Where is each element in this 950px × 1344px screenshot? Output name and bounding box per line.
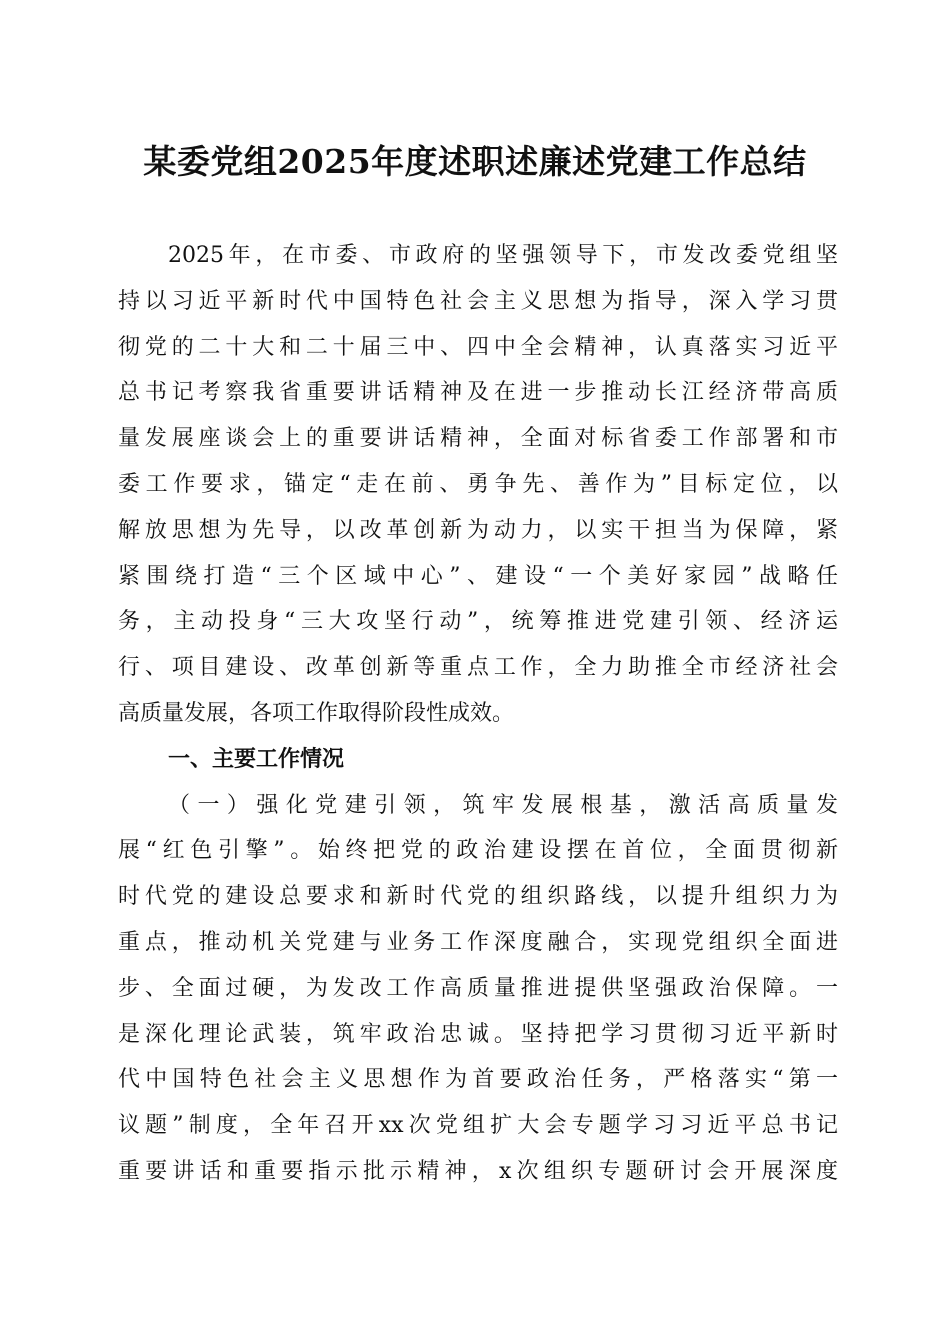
document-body xyxy=(118,233,838,1195)
paragraph-line: 2025年，在市委、市政府的坚强领导下，市发改委党组坚 xyxy=(168,243,838,268)
paragraph-line: 紧围绕打造“三个区域中心”、建设“一个美好家园”战略任 xyxy=(118,563,838,589)
paragraph-line: 委工作要求，锚定“走在前、勇争先、善作为”目标定位，以 xyxy=(118,471,838,497)
paragraph-line: （一）强化党建引领，筑牢发展根基，激活高质量发 xyxy=(168,792,838,818)
paragraph-line: 持以习近平新时代中国特色社会主义思想为指导，深入学习贯 xyxy=(118,288,838,314)
paragraph-line: 步、全面过硬，为发改工作高质量推进提供坚强政治保障。一 xyxy=(118,975,838,1001)
paragraph-line: 时代党的建设总要求和新时代党的组织路线，以提升组织力为 xyxy=(118,884,838,910)
paragraph-line: 彻党的二十大和二十届三中、四中全会精神，认真落实习近平 xyxy=(118,334,838,360)
paragraph-line: 议题”制度，全年召开xx次党组扩大会专题学习习近平总书记 xyxy=(118,1113,838,1139)
paragraph-line: 务，主动投身“三大攻坚行动”，统筹推进党建引领、经济运 xyxy=(118,609,838,635)
section-heading: 一、主要工作情况 xyxy=(168,746,345,772)
paragraph-line: 代中国特色社会主义思想作为首要政治任务，严格落实“第一 xyxy=(118,1067,838,1093)
paragraph-line: 高质量发展，各项工作取得阶段性成效。 xyxy=(118,700,515,726)
paragraph-line: 解放思想为先导，以改革创新为动力，以实干担当为保障，紧 xyxy=(118,517,838,543)
paragraph-line: 总书记考察我省重要讲话精神及在进一步推动长江经济带高质 xyxy=(118,380,838,406)
paragraph-line: 是深化理论武装，筑牢政治忠诚。坚持把学习贯彻习近平新时 xyxy=(118,1021,838,1047)
paragraph-line: 展“红色引擎”。始终把党的政治建设摆在首位，全面贯彻新 xyxy=(118,838,838,864)
paragraph-line: 重要讲话和重要指示批示精神，x次组织专题研讨会开展深度 xyxy=(118,1158,838,1184)
document-title: 某委党组2025年度述职述廉述党建工作总结 xyxy=(143,142,807,181)
paragraph-line: 重点，推动机关党建与业务工作深度融合，实现党组织全面进 xyxy=(118,929,838,955)
paragraph-line: 量发展座谈会上的重要讲话精神，全面对标省委工作部署和市 xyxy=(118,426,838,452)
paragraph-line: 行、项目建设、改革创新等重点工作，全力助推全市经济社会 xyxy=(118,655,838,681)
